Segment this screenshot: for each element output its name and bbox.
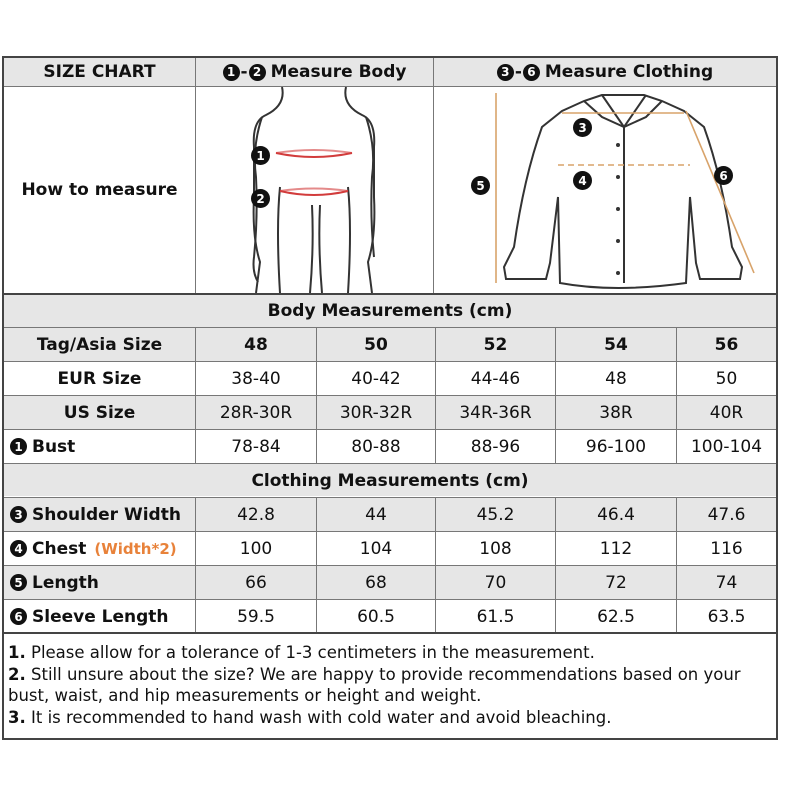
clothing-row-marker-3-icon: 3 <box>10 506 27 523</box>
body-row-label-0 <box>4 328 195 361</box>
measure-body-header: 1 - 2 Measure Body <box>196 58 433 86</box>
clothing-row-cell: 46.4 <box>597 504 635 525</box>
body-row-cell: 50 <box>364 334 388 355</box>
clothing-row-cell: 66 <box>245 572 267 593</box>
body-row-label-2 <box>4 396 195 429</box>
body-row-cell: 48 <box>605 368 627 389</box>
body-row-label-text: US Size <box>63 402 136 423</box>
clothing-row-label-2 <box>4 566 195 599</box>
clothing-row-cell: 74 <box>715 572 738 593</box>
note-3: 3. It is recommended to hand wash with cold water and avoid bleaching. <box>8 707 612 727</box>
clothing-row-cell: 108 <box>479 538 512 559</box>
body-row-cell: 96-100 <box>585 436 647 457</box>
body-row-cell: 78-84 <box>231 436 281 457</box>
body-row-cell: 88-96 <box>470 436 521 457</box>
waist-measure-line <box>280 191 348 195</box>
body-row-marker-1-icon: 1 <box>10 438 27 455</box>
body-row-cell: 28R-30R <box>219 402 293 423</box>
clothing-row-cell: 59.5 <box>237 606 275 627</box>
how-to-measure-label: How to measure <box>21 180 178 200</box>
clothing-row-cell: 45.2 <box>476 504 515 525</box>
measure-clothing-header: 3 - 6 Measure Clothing <box>434 58 776 86</box>
body-row-label-text: Bust <box>32 436 76 457</box>
clothing-row-cell: 112 <box>599 538 633 559</box>
sleeve-measure-line <box>686 111 754 273</box>
marker-2-icon: 2 <box>249 64 266 81</box>
body-row-cell: 56 <box>714 334 739 355</box>
clothing-row-cell: 44 <box>365 504 387 525</box>
body-row-cell: 38-40 <box>231 368 281 389</box>
clothing-row-cell: 68 <box>365 572 387 593</box>
clothing-row-label-note: (Width*2) <box>94 539 177 558</box>
clothing-row-cell: 62.5 <box>597 606 635 627</box>
size-chart-title: SIZE CHART <box>43 62 156 82</box>
clothing-row-cell: 72 <box>605 572 627 593</box>
clothing-row-label-0 <box>4 498 195 531</box>
clothing-row-label-text: Shoulder Width <box>32 504 181 525</box>
clothing-row-label-1 <box>4 532 195 565</box>
clothing-row-cell: 47.6 <box>707 504 746 525</box>
body-row-cell: 34R-36R <box>459 402 532 423</box>
clothing-row-cell: 63.5 <box>707 606 746 627</box>
shirt-marker-5-icon: 5 <box>471 176 490 195</box>
body-row-cell: 52 <box>483 334 508 355</box>
bust-measure-line <box>276 153 352 157</box>
body-section-title: Body Measurements (cm) <box>267 301 513 321</box>
shirt-marker-6-icon: 6 <box>714 166 733 185</box>
clothing-row-marker-6-icon: 6 <box>10 608 27 625</box>
clothing-row-label-3 <box>4 600 195 633</box>
clothing-row-label-text: Sleeve Length <box>32 606 169 627</box>
body-row-cell: 38R <box>599 402 633 423</box>
clothing-row-cell: 42.8 <box>237 504 275 525</box>
body-marker-2-icon: 2 <box>251 189 270 208</box>
body-row-cell: 48 <box>244 334 268 355</box>
measure-body-label: Measure Body <box>270 62 407 82</box>
clothing-row-marker-4-icon: 4 <box>10 540 27 557</box>
note-2: 2. Still unsure about the size? We are happy to provide recommendations based on your bust, waist, and hip measurements or height and weight. <box>8 664 741 705</box>
marker-6-icon: 6 <box>523 64 540 81</box>
body-row-cell: 44-46 <box>470 368 521 389</box>
clothing-row-marker-5-icon: 5 <box>10 574 27 591</box>
body-row-label-text: Tag/Asia Size <box>36 334 163 355</box>
body-row-cell: 50 <box>715 368 738 389</box>
body-row-cell: 40-42 <box>351 368 401 389</box>
body-row-cell: 80-88 <box>351 436 401 457</box>
clothing-row-cell: 104 <box>359 538 393 559</box>
clothing-row-label-text: Chest <box>32 538 87 559</box>
body-row-cell: 40R <box>709 402 744 423</box>
body-row-cell: 100-104 <box>690 436 763 457</box>
marker-3-icon: 3 <box>497 64 514 81</box>
clothing-section-title: Clothing Measurements (cm) <box>251 470 529 491</box>
body-row-label-1 <box>4 362 195 395</box>
body-figure-illustration <box>196 87 433 293</box>
clothing-row-cell: 61.5 <box>476 606 515 627</box>
body-row-cell: 30R-32R <box>339 402 413 423</box>
clothing-row-cell: 100 <box>239 538 273 559</box>
clothing-row-label-text: Length <box>32 572 99 593</box>
shirt-marker-3-icon: 3 <box>573 118 592 137</box>
clothing-row-cell: 116 <box>710 538 743 559</box>
note-1: 1. Please allow for a tolerance of 1-3 centimeters in the measurement. <box>8 643 595 662</box>
body-row-cell: 54 <box>604 334 628 355</box>
body-row-label-text: EUR Size <box>57 368 142 389</box>
measure-clothing-label: Measure Clothing <box>544 62 714 82</box>
notes <box>8 642 778 728</box>
clothing-row-cell: 70 <box>484 572 507 593</box>
clothing-row-cell: 60.5 <box>357 606 395 627</box>
body-row-label-3 <box>4 430 195 463</box>
body-marker-1-icon: 1 <box>251 146 270 165</box>
marker-1-icon: 1 <box>223 64 240 81</box>
shirt-marker-4-icon: 4 <box>573 171 592 190</box>
